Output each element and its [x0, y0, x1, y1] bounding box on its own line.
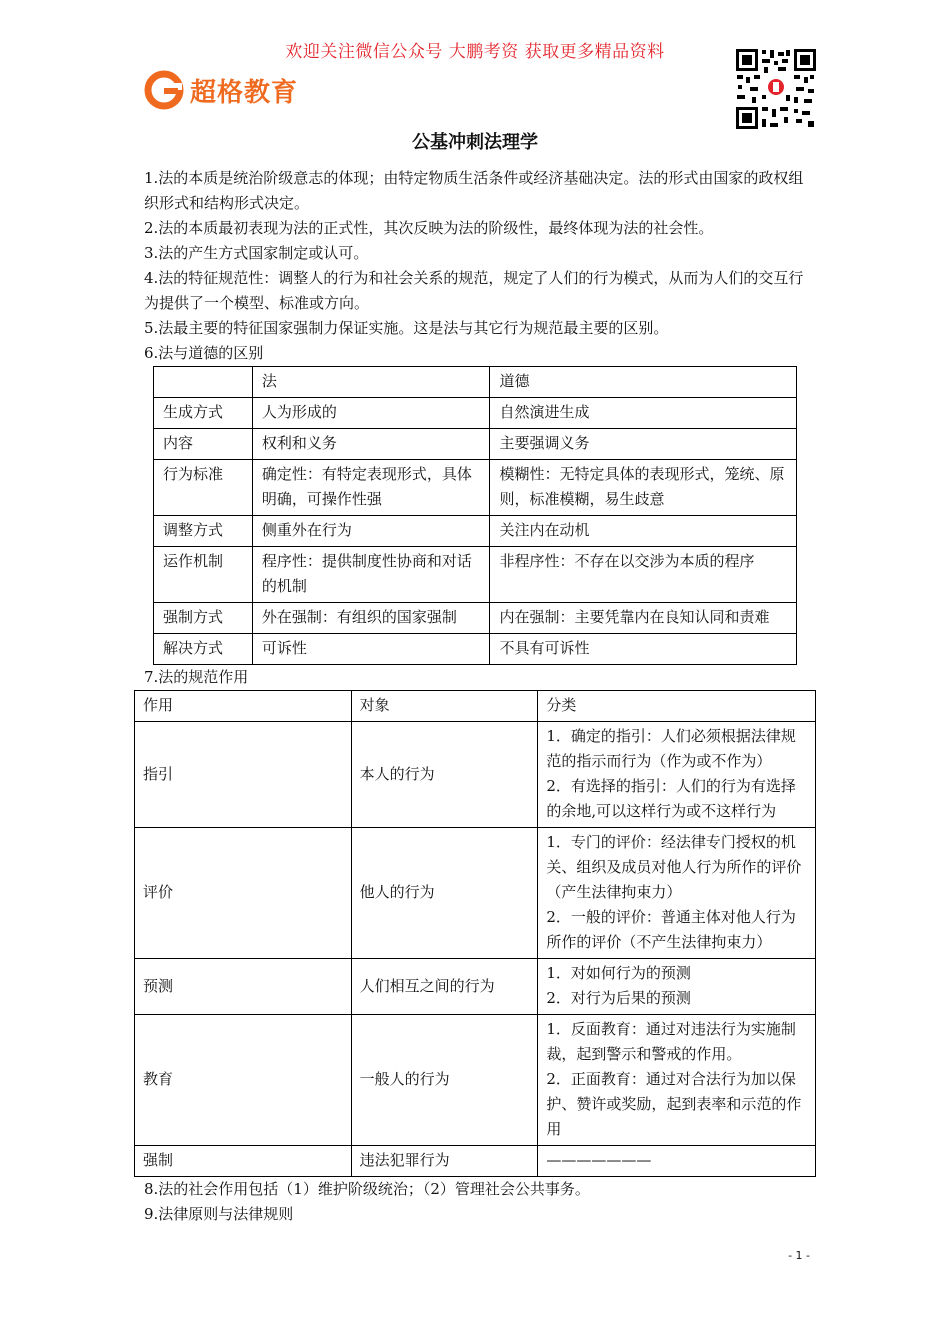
role-cell: 强制	[135, 1146, 352, 1177]
page-number: - 1 -	[788, 1249, 810, 1262]
table-cell: 人为形成的	[252, 398, 490, 429]
table-cell: 解决方式	[154, 634, 253, 665]
table-cell: 主要强调义务	[490, 429, 797, 460]
table-cell: 模糊性：无特定具体的表现形式，笼统、原则，标准模糊，易生歧意	[490, 460, 797, 516]
law-vs-morality-table	[153, 366, 797, 665]
table-cell: 不具有可诉性	[490, 634, 797, 665]
table-header-cell: 道德	[490, 367, 797, 398]
table-cell: 外在强制：有组织的国家强制	[252, 603, 490, 634]
table-cell: 关注内在动机	[490, 516, 797, 547]
category-item: ———————	[546, 1151, 652, 1169]
table-header-cell: 分类	[538, 691, 816, 722]
category-item: 2．一般的评价：普通主体对他人行为所作的评价（不产生法律拘束力）	[546, 908, 796, 951]
paragraph-1: 1.法的本质是统治阶级意志的体现；由特定物质生活条件或经济基础决定。法的形式由国家的政权组织形式和结构形式决定。	[144, 169, 804, 212]
table-header-cell: 对象	[351, 691, 538, 722]
promo-banner: 欢迎关注微信公众号 大鹏考资 获取更多精品资料	[285, 42, 665, 62]
table-row	[135, 1146, 816, 1177]
role-cell: 评价	[135, 828, 352, 959]
table-cell: 确定性：有特定表现形式，具体明确，可操作性强	[252, 460, 490, 516]
table-cell: 生成方式	[154, 398, 253, 429]
table-row	[154, 547, 797, 603]
qr-code-icon	[734, 47, 818, 131]
category-item: 2．正面教育：通过对合法行为加以保护、赞许或奖励，起到表率和示范的作用	[546, 1070, 802, 1138]
normative-function-table	[134, 690, 816, 1177]
category-cell	[538, 828, 816, 959]
paragraph-8: 8.法的社会作用包括（1）维护阶级统治；（2）管理社会公共事务。	[144, 1180, 590, 1198]
category-item: 1．确定的指引：人们必须根据法律规范的指示而行为（作为或不作为）	[546, 727, 796, 770]
category-item: 1．对如何行为的预测	[546, 964, 691, 982]
paragraph-4: 4.法的特征规范性：调整人的行为和社会关系的规范，规定了人们的行为模式，从而为人们的交互行为提供了一个模型、标准或方向。	[144, 269, 804, 312]
table-row	[135, 959, 816, 1015]
category-cell	[538, 1015, 816, 1146]
paragraph-5: 5.法最主要的特征国家强制力保证实施。这是法与其它行为规范最主要的区别。	[144, 319, 669, 337]
object-cell: 人们相互之间的行为	[351, 959, 538, 1015]
object-cell: 违法犯罪行为	[351, 1146, 538, 1177]
table-row	[154, 398, 797, 429]
paragraph-3: 3.法的产生方式国家制定或认可。	[144, 244, 369, 262]
category-cell	[538, 959, 816, 1015]
paragraph-9: 9.法律原则与法律规则	[144, 1205, 294, 1223]
table-cell: 运作机制	[154, 547, 253, 603]
page-title: 公基冲刺法理学	[412, 132, 538, 153]
table-row	[154, 603, 797, 634]
object-cell: 一般人的行为	[351, 1015, 538, 1146]
category-item: 2．对行为后果的预测	[546, 989, 691, 1007]
table-cell: 内容	[154, 429, 253, 460]
table-header-row	[135, 691, 816, 722]
table-row	[154, 460, 797, 516]
table-cell: 程序性：提供制度性协商和对话的机制	[252, 547, 490, 603]
table-cell: 内在强制：主要凭靠内在良知认同和责难	[490, 603, 797, 634]
table-row	[154, 634, 797, 665]
table-row	[154, 429, 797, 460]
table-row	[135, 1015, 816, 1146]
table-cell: 自然演进生成	[490, 398, 797, 429]
category-item: 1．反面教育：通过对违法行为实施制裁，起到警示和警戒的作用。	[546, 1020, 796, 1063]
logo-text: 超格教育	[190, 77, 299, 108]
table-row	[135, 722, 816, 828]
category-item: 2．有选择的指引：人们的行为有选择的余地,可以这样行为或不这样行为	[546, 777, 796, 820]
table-header-cell	[154, 367, 253, 398]
object-cell: 本人的行为	[351, 722, 538, 828]
role-cell: 教育	[135, 1015, 352, 1146]
document-body	[144, 166, 809, 1227]
table-row	[135, 828, 816, 959]
table-header-row	[154, 367, 797, 398]
logo-mark-icon	[144, 70, 184, 110]
table-cell: 权利和义务	[252, 429, 490, 460]
table-header-cell: 作用	[135, 691, 352, 722]
paragraph-2: 2.法的本质最初表现为法的正式性，其次反映为法的阶级性，最终体现为法的社会性。	[144, 219, 714, 237]
table-row	[154, 516, 797, 547]
table-cell: 调整方式	[154, 516, 253, 547]
category-item: 1．专门的评价：经法律专门授权的机关、组织及成员对他人行为所作的评价（产生法律拘束力）	[546, 833, 802, 901]
category-cell	[538, 1146, 816, 1177]
table-cell: 行为标准	[154, 460, 253, 516]
paragraph-7-heading: 7.法的规范作用	[144, 668, 249, 686]
table-cell: 可诉性	[252, 634, 490, 665]
role-cell: 指引	[135, 722, 352, 828]
table-cell: 强制方式	[154, 603, 253, 634]
category-cell	[538, 722, 816, 828]
role-cell: 预测	[135, 959, 352, 1015]
table-cell: 侧重外在行为	[252, 516, 490, 547]
brand-logo	[144, 70, 298, 110]
paragraph-6-heading: 6.法与道德的区别	[144, 344, 264, 362]
object-cell: 他人的行为	[351, 828, 538, 959]
table-cell: 非程序性：不存在以交涉为本质的程序	[490, 547, 797, 603]
table-header-cell: 法	[252, 367, 490, 398]
